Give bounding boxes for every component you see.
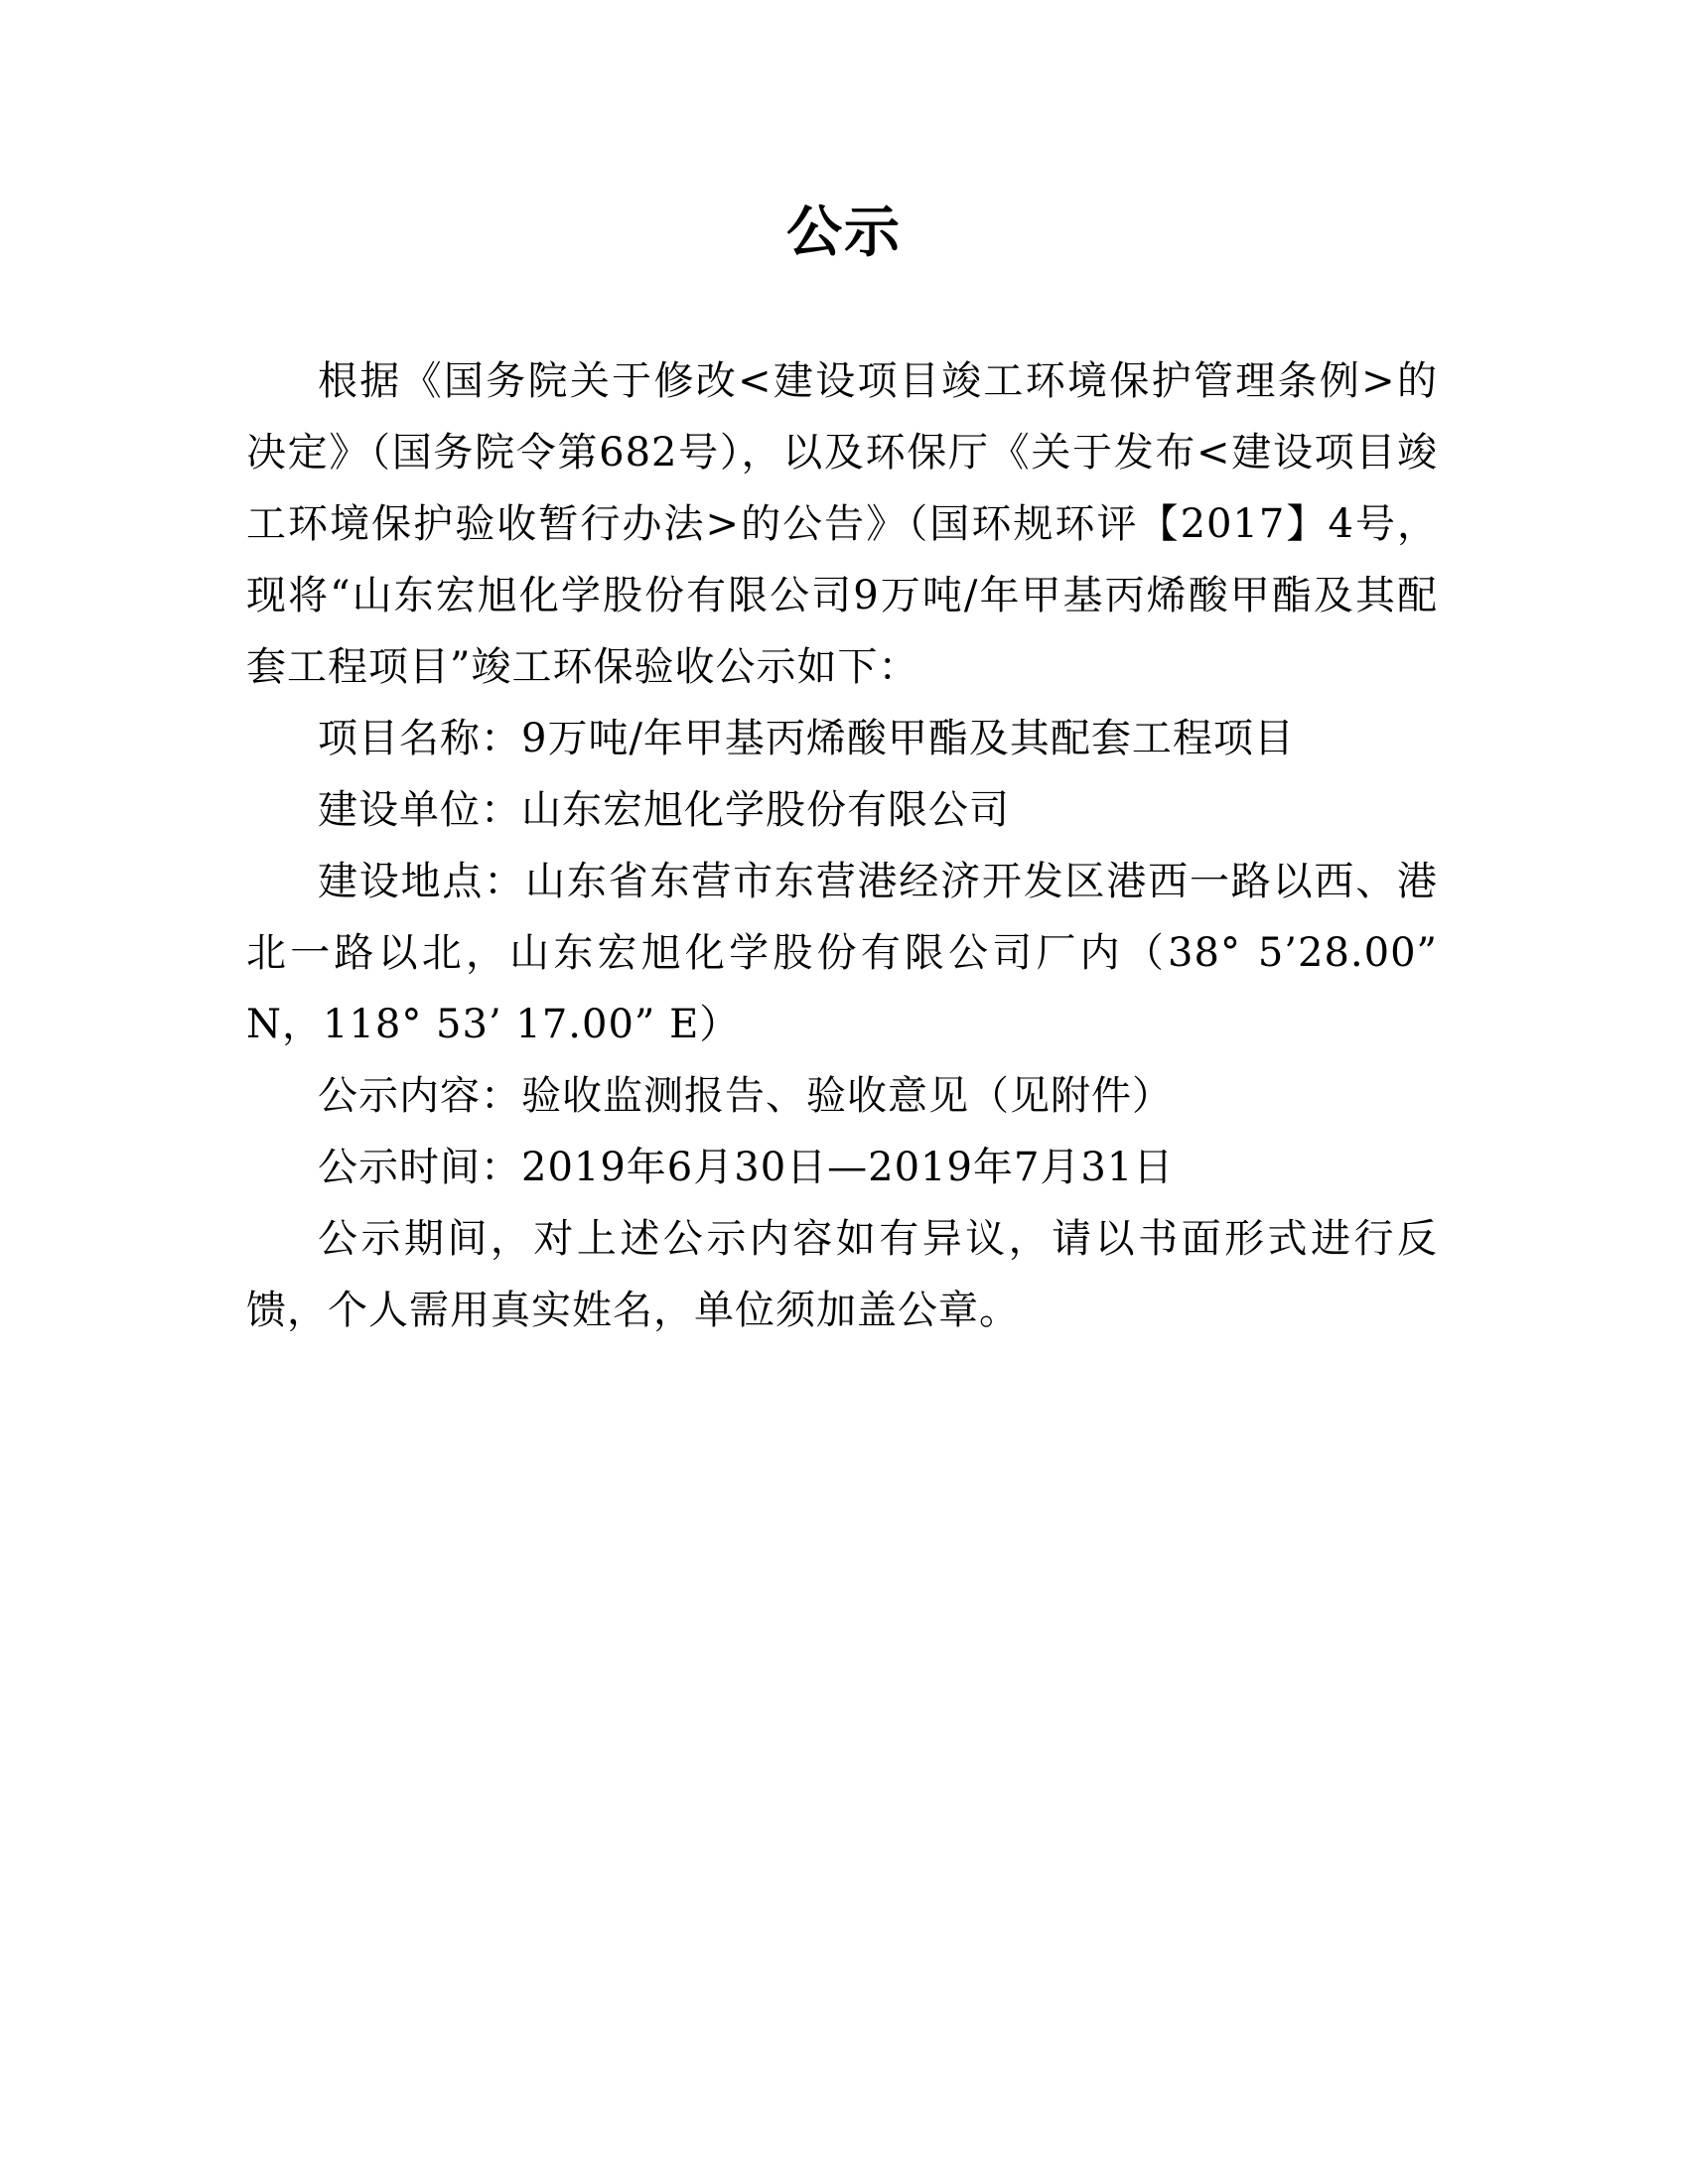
document-title: 公示 bbox=[786, 201, 902, 265]
paragraph-notice-content: 公示内容：验收监测报告、验收意见（见附件） bbox=[318, 1073, 1173, 1119]
paragraph-construction-unit: 建设单位：山东宏旭化学股份有限公司 bbox=[318, 787, 1010, 833]
paragraph-notice-period: 公示时间：2019年6月30日—2019年7月31日 bbox=[318, 1145, 1175, 1190]
paragraph-objection-instructions: 公示期间，对上述公示内容如有异议，请以书面形式进行反馈，个人需用真实姓名，单位须加盖公章。 bbox=[246, 1216, 1438, 1333]
paragraph-construction-site: 建设地点：山东省东营市东营港经济开发区港西一路以西、港北一路以北，山东宏旭化学股份有限公司厂内（38° 5’28.00” N，118° 53’ 17.00” E） bbox=[246, 859, 1438, 1047]
paragraph-legal-basis: 根据《国务院关于修改<建设项目竣工环境保护管理条例>的决定》（国务院令第682号），以及环保厅《关于发布<建设项目竣工环境保护验收暂行办法>的公告》（国环规环评【2017】4号，现将“山东宏旭化学股份有限公司9万吨/年甲基丙烯酸甲酯及其配套工程项目”竣工环保验收公示如下： bbox=[246, 358, 1438, 690]
paragraph-project-name: 项目名称：9万吨/年甲基丙烯酸甲酯及其配套工程项目 bbox=[318, 716, 1295, 761]
document-body bbox=[246, 345, 1438, 1346]
